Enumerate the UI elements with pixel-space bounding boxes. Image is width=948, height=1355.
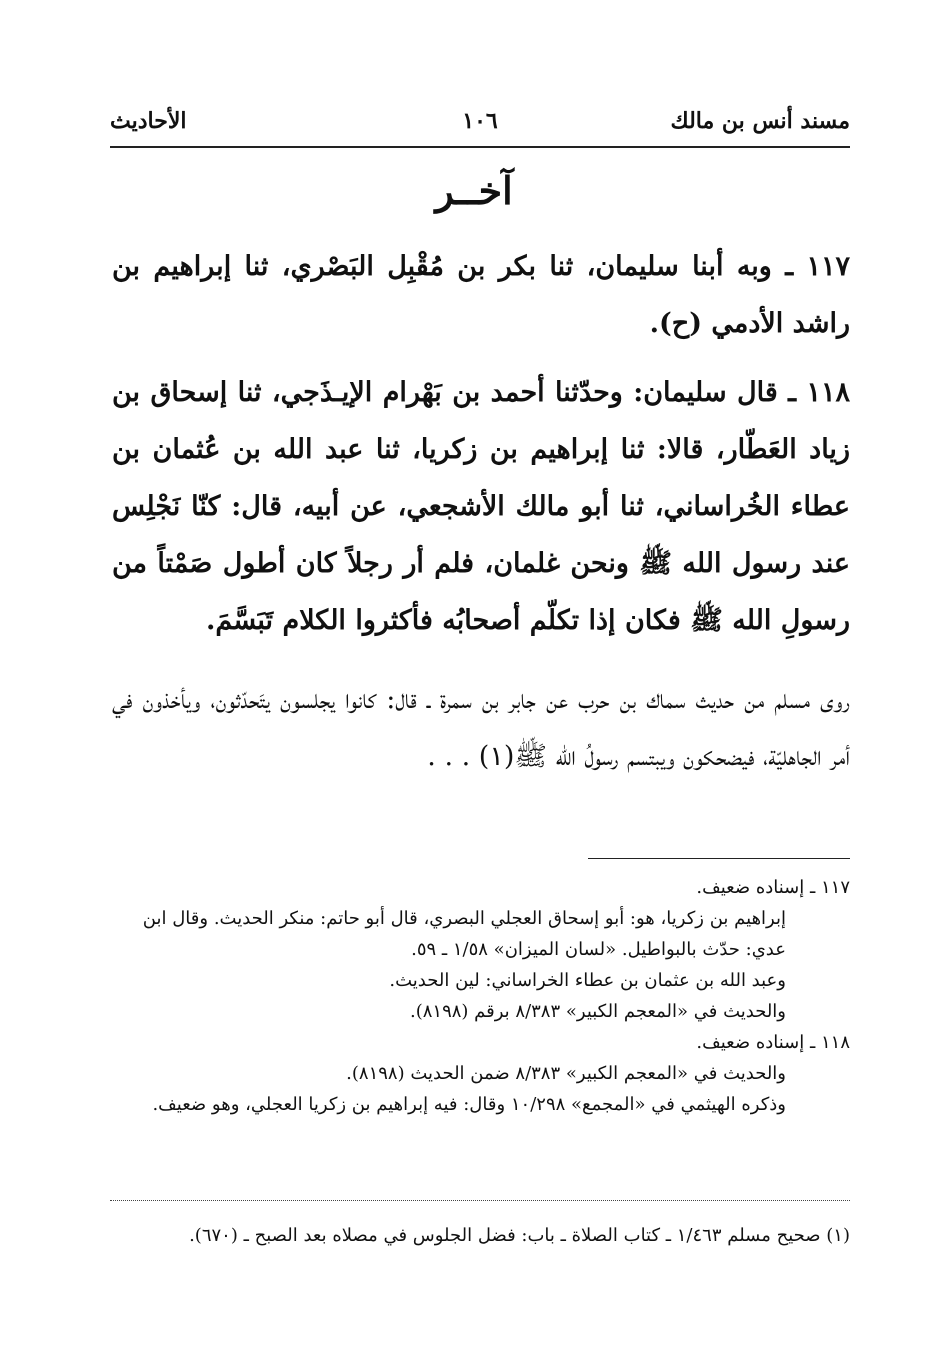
book-title: مسند أنس بن مالك: [670, 108, 850, 134]
footnotes: [128, 872, 850, 1120]
footnote-divider: [588, 858, 850, 859]
footnote-head: ١١٨ ـ إسناده ضعيف.: [696, 1032, 850, 1053]
footnote-line: إبراهيم بن زكريا، هو: أبو إسحاق العجلي البصري، قال أبو حاتم: منكر الحديث. وقال ابن عدي: حدّث بالبواطيل. «لسان الميزان» ١/٥٨ ـ ٥٩.: [142, 908, 786, 960]
page-number: ١٠٦: [462, 108, 498, 134]
footnote-head: ١١٧ ـ إسناده ضعيف.: [696, 877, 850, 898]
endnote: (١) صحيح مسلم ١/٤٦٣ ـ كتاب الصلاة ـ باب: فضل الجلوس في مصلاه بعد الصبح ـ (٦٧٠).: [189, 1225, 850, 1246]
footnote-line: وذكره الهيثمي في «المجمع» ١٠/٢٩٨ وقال: فيه إبراهيم بن زكريا العجلي، وهو ضعيف.: [152, 1094, 786, 1115]
footnote-118: [128, 1027, 850, 1120]
footnote-line: والحديث في «المعجم الكبير» ٨/٣٨٣ برقم (٨١٩٨).: [409, 1001, 786, 1022]
footnote-line: وعبد الله بن عثمان بن عطاء الخراساني: لين الحديث.: [389, 970, 786, 991]
supporting-quote: روى مسلم من حديث سماك بن حرب عن جابر بن سمرة ـ قال: كانوا يجلسون يتَحدّثون، ويأخذون في أمر الجاهليّة، فيضحكون ويبتسم رسولُ الله ﷺ(١) . . .: [112, 684, 850, 772]
hadith-118: ١١٨ ـ قال سليمان: وحدّثنا أحمد بن بَهْرام الإيـذَجي، ثنا إسحاق بن زياد العَطّار، قالا: ثنا إبراهيم بن زكريا، ثنا عبد الله بن عُثمان بن عطاء الخُراساني، ثنا أبو مالك الأشجعي، عن أبيه، قال: كنّا نَجْلِس عند رسول الله ﷺ ونحن غلمان، فلم أر رجلاً كان أطول صَمْتاً من رسولِ الله ﷺ فكان إذا تكلّم أصحابُه فأكثروا الكلام تَبَسَّمَ.: [112, 377, 850, 636]
hadith-117: ١١٧ ـ وبه أبنا سليمان، ثنا بكر بن مُقْبِل البَصْري، ثنا إبراهيم بن راشد الأدمي (ح).: [112, 251, 850, 339]
main-text: [112, 238, 850, 797]
section-title: آخــر: [435, 168, 513, 213]
footnote-line: والحديث في «المعجم الكبير» ٨/٣٨٣ ضمن الحديث (٨١٩٨).: [346, 1063, 786, 1084]
section-name: الأحاديث: [110, 108, 187, 134]
running-header: [110, 100, 850, 148]
footnote-117: [128, 872, 850, 1027]
endnote-divider: [110, 1200, 850, 1201]
